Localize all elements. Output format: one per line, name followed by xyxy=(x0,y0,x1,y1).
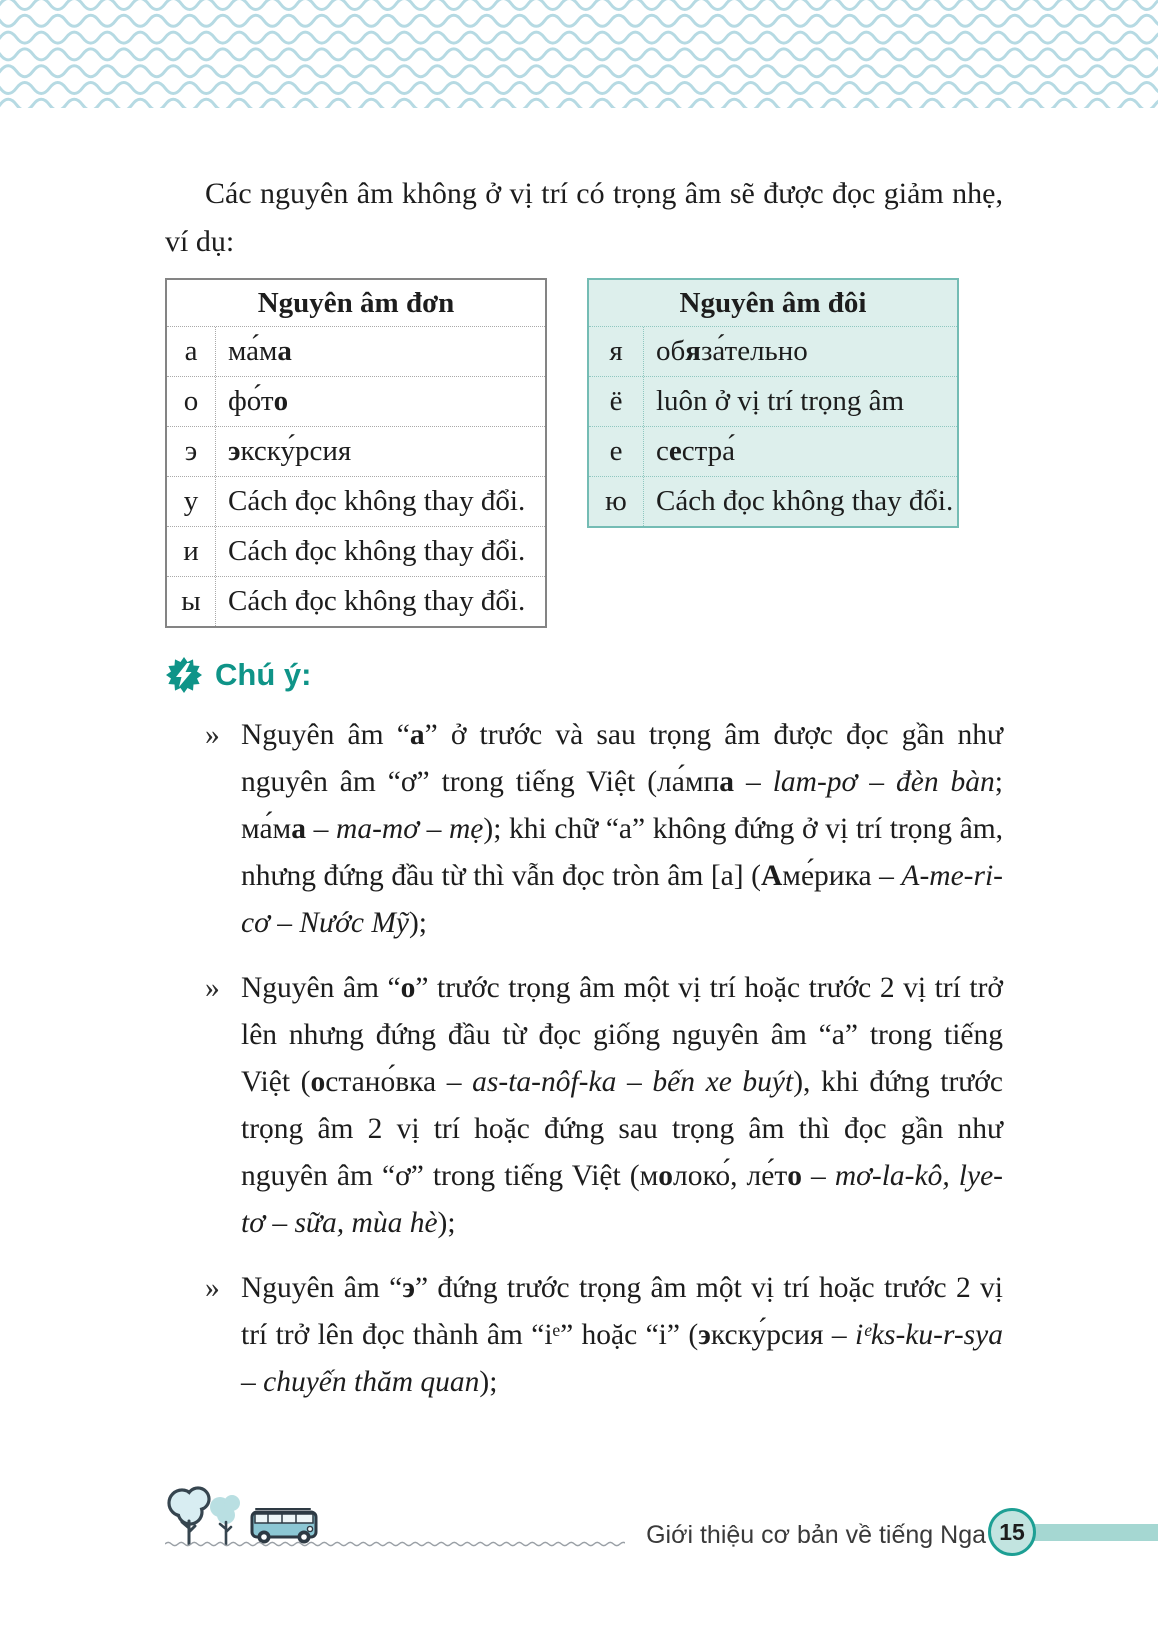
bullet-marker: » xyxy=(205,1272,220,1304)
table-row xyxy=(167,526,545,576)
bullet-text: Nguyên âm “о” trước trọng âm một vị trí hoặc trước 2 vị trí trở lên nhưng đứng đầu từ đọc giống nguyên âm “a” trong tiếng Việt (остано́вка – as-ta-nôf-ka – bến xe buýt), khi đứng trước trọng âm 2 vị trí hoặc đứng sau trọng âm thì đọc gần như nguyên âm “ơ” trong tiếng Việt (молоко́, ле́то – mơ-la-kô, lye-tơ – sữa, mùa hè); xyxy=(241,972,1003,1239)
note-heading-label: Chú ý: xyxy=(215,657,312,692)
table-row xyxy=(167,576,545,626)
footer-section-label: Giới thiệu cơ bản về tiếng Nga xyxy=(646,1521,986,1549)
note-heading xyxy=(165,656,1003,694)
vowel-example-cell: Cách đọc không thay đổi. xyxy=(228,535,526,567)
vowel-example-cell: Cách đọc không thay đổi. xyxy=(656,485,954,517)
bullet-text: Nguyên âm “э” đứng trước trọng âm một vị trí hoặc trước 2 vị trí trở lên đọc thành âm “iᵉ” hoặc “i” (экску́рсия – iᵉks-ku-r-sya – chuyến thăm quan); xyxy=(241,1272,1004,1398)
page-number-badge: 15 xyxy=(988,1508,1036,1556)
tree-icon xyxy=(169,1488,209,1544)
vowel-letter-cell: е xyxy=(589,427,644,476)
table-title: Nguyên âm đôi xyxy=(679,287,867,319)
double-vowel-table xyxy=(587,278,959,528)
note-bullets xyxy=(165,712,1003,1406)
vowel-letter-cell: ё xyxy=(589,377,644,426)
note-bullet xyxy=(165,1265,1003,1406)
table-row xyxy=(167,326,545,376)
vowel-example-cell: экску́рсия xyxy=(228,435,352,467)
vowel-letter-cell: и xyxy=(167,527,216,576)
intro-paragraph: Các nguyên âm không ở vị trí có trọng âm sẽ được đọc giảm nhẹ, ví dụ: xyxy=(165,177,1003,258)
table-row xyxy=(167,376,545,426)
table-title: Nguyên âm đơn xyxy=(257,287,455,319)
vowel-example-cell: Cách đọc không thay đổi. xyxy=(228,585,526,617)
vowel-example-cell: Cách đọc không thay đổi. xyxy=(228,485,526,517)
bullet-text: Nguyên âm “a” ở trước và sau trọng âm được đọc gần như nguyên âm “ơ” trong tiếng Việt (ла́мпа – lam-pơ – đèn bàn; ма́ма – ma-mơ – mẹ); khi chữ “a” không đứng ở vị trí trọng âm, nhưng đứng đầu từ thì vẫn đọc tròn âm [a] (Аме́рика – A-me-ri-cơ – Nước Mỹ); xyxy=(241,719,1004,939)
bullet-marker: » xyxy=(205,972,220,1004)
vowel-example-cell: luôn ở vị trí trọng âm xyxy=(656,385,905,417)
note-bullet xyxy=(165,965,1003,1247)
vowel-example-cell: сестра́ xyxy=(656,435,736,467)
table-row xyxy=(167,476,545,526)
vowel-example-cell: обяза́тельно xyxy=(656,335,808,367)
page-content xyxy=(165,170,1003,1406)
table-row xyxy=(589,326,957,376)
vowel-letter-cell: ю xyxy=(589,477,644,526)
vowel-tables xyxy=(165,278,1003,628)
note-bullet xyxy=(165,712,1003,947)
table-row xyxy=(589,426,957,476)
table-row xyxy=(167,426,545,476)
vowel-example-cell: фо́то xyxy=(228,385,289,417)
bullet-marker: » xyxy=(205,719,220,751)
tree-icon-light xyxy=(210,1495,240,1544)
vowel-example-cell: ма́ма xyxy=(228,335,292,367)
vowel-letter-cell: у xyxy=(167,477,216,526)
vowel-letter-cell: о xyxy=(167,377,216,426)
wave-pattern-decoration xyxy=(0,0,1158,108)
single-vowel-table xyxy=(165,278,547,628)
table-row xyxy=(589,376,957,426)
footer-ground-line xyxy=(165,1538,625,1550)
vowel-letter-cell: э xyxy=(167,427,216,476)
vowel-letter-cell: я xyxy=(589,327,644,376)
vowel-letter-cell: ы xyxy=(167,577,216,626)
lightning-burst-icon xyxy=(165,656,203,694)
table-row xyxy=(589,476,957,526)
vowel-letter-cell: а xyxy=(167,327,216,376)
